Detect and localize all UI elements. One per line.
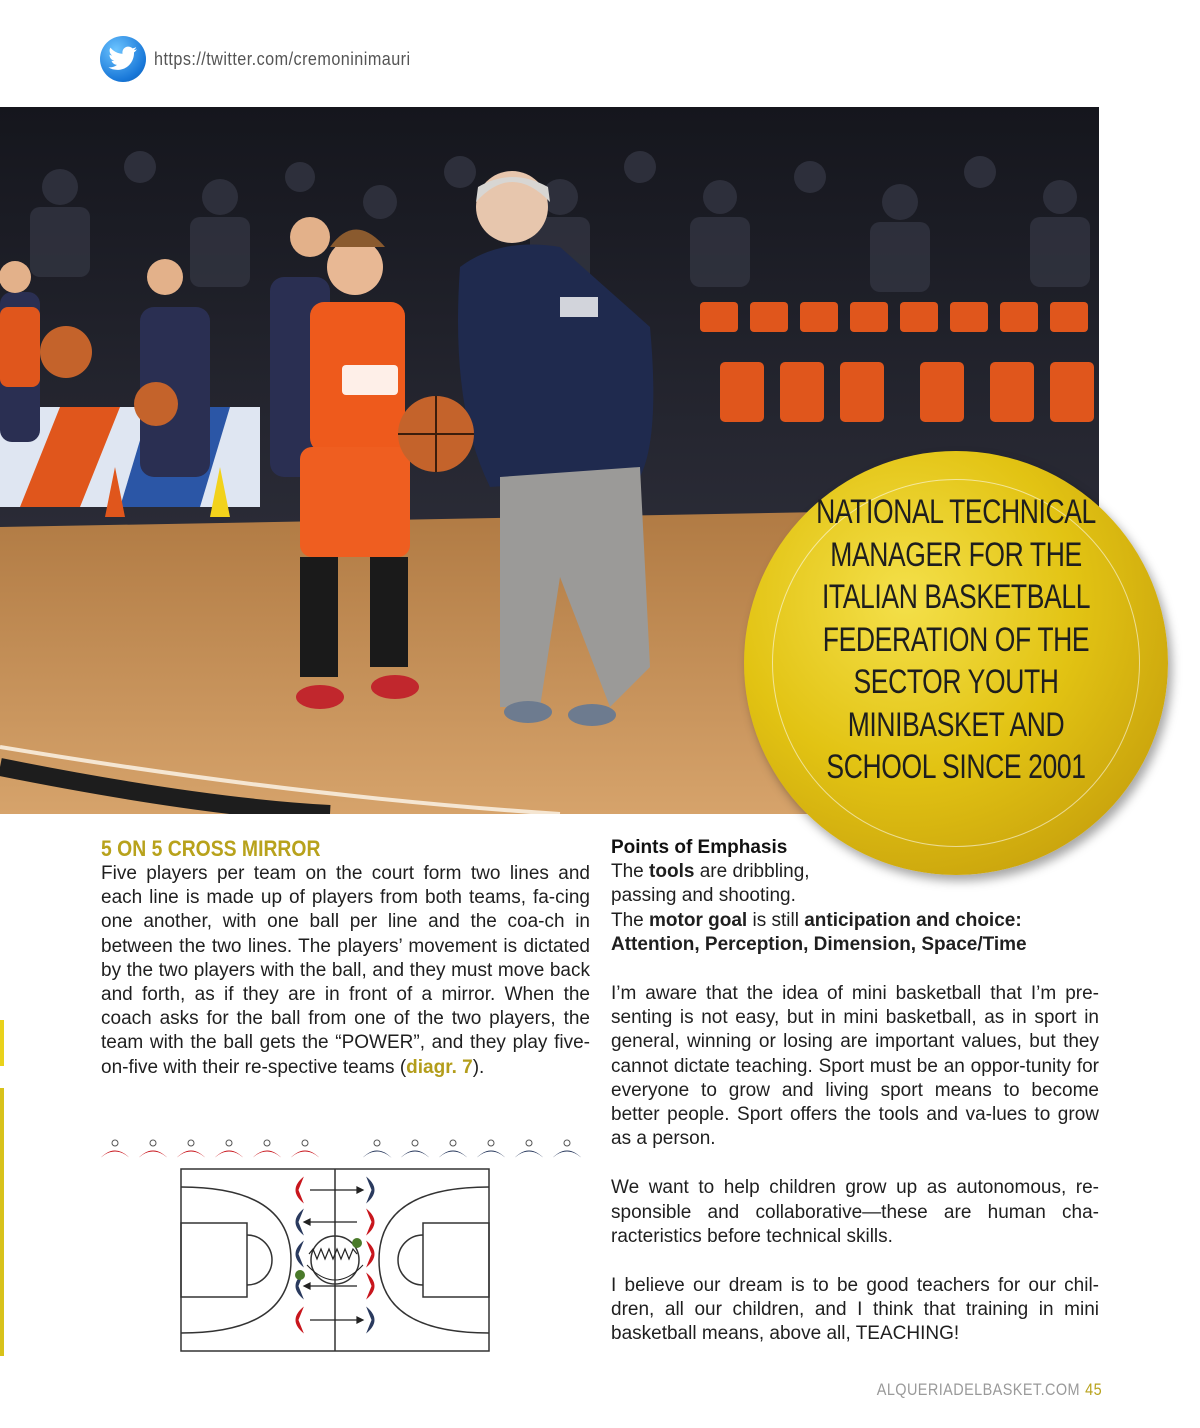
- paragraph-3: I believe our dream is to be good teachers for our chil-dren, all our children, and I think that training in mini basketball means, above all, TEACHING!: [611, 1275, 1099, 1345]
- red-team-bench: [97, 1150, 323, 1161]
- article-left-column: [101, 836, 590, 1080]
- page-footer: [877, 1380, 1102, 1400]
- motor-goal-line: [611, 909, 1099, 957]
- movement-arrows: [304, 1187, 363, 1323]
- left-line-players: [295, 1175, 305, 1335]
- article-right-column: [611, 836, 1099, 1372]
- motor-bold: motor goal: [649, 909, 748, 931]
- twitter-url[interactable]: https://twitter.com/cremoninimauri: [154, 48, 411, 69]
- tools-bold: tools: [649, 861, 695, 883]
- side-accent-bar: [0, 1020, 4, 1066]
- tools-pre: The: [611, 861, 650, 883]
- page-number: 45: [1085, 1380, 1102, 1399]
- diagram-7: [95, 1135, 587, 1355]
- twitter-bird-icon: [100, 36, 146, 82]
- tools-post: are dribbling, passing and shooting.: [611, 861, 810, 907]
- left-body-text: Five players per team on the court form two lines and each line is made up of players from both teams, fa-cing one another, with one ball per line and the coa-ch in between the two lines. The players’ movement is dictated by the two players with the ball, and they must move back and forth, as if they are in front of a mirror. When the coach asks for the ball from one of the two players, the team with the ball gets the “POWER”, and they play five-on-five with their re-spective teams (: [101, 863, 590, 1078]
- motor-pre: The: [611, 909, 650, 931]
- badge-text: NATIONAL TECHNICAL MANAGER FOR THE ITALIAN BASKETBALL FEDERATION OF THE SECTOR YOUTH MINIBASKET AND SCHOOL SINCE 2001: [816, 493, 1096, 786]
- left-body: [101, 862, 590, 1080]
- court-outline: [181, 1169, 489, 1351]
- section-heading: 5 ON 5 CROSS MIRROR: [101, 836, 321, 861]
- left-body-end: ).: [472, 1056, 485, 1078]
- paragraph-1: I’m aware that the idea of mini basketball that I’m pre-senting is not easy, but in mini basketball, as in sport in general, winning or losing are important values, but they cannot dictate teaching. Sport must be an oppor-tunity for everyone to grow and living sport means to become better people. Sport offers the tools and va-lues to grow as a person.: [611, 983, 1099, 1150]
- motor-mid: is still: [747, 909, 805, 931]
- dribble-zigzag: [309, 1249, 357, 1259]
- tools-line: [611, 860, 841, 908]
- gold-badge: [744, 451, 1168, 875]
- navy-team-bench: [359, 1150, 585, 1161]
- right-line-players: [365, 1175, 375, 1335]
- ball-icon: [352, 1238, 362, 1248]
- footer-site[interactable]: ALQUERIADELBASKET.COM: [876, 1380, 1080, 1399]
- twitter-link[interactable]: [100, 36, 439, 82]
- paragraph-2: We want to help children grow up as autonomous, re-sponsible and collaborative—these are human cha-racteristics before technical skills.: [611, 1177, 1099, 1247]
- points-of-emphasis-title: Points of Emphasis: [611, 837, 788, 858]
- motor-bold-2: anticipation and choice: Attention, Perception, Dimension, Space/Time: [611, 909, 1027, 955]
- ball-icon: [295, 1270, 305, 1280]
- side-accent-bar-2: [0, 1088, 4, 1356]
- diagram-reference-link[interactable]: diagr. 7: [406, 1056, 473, 1078]
